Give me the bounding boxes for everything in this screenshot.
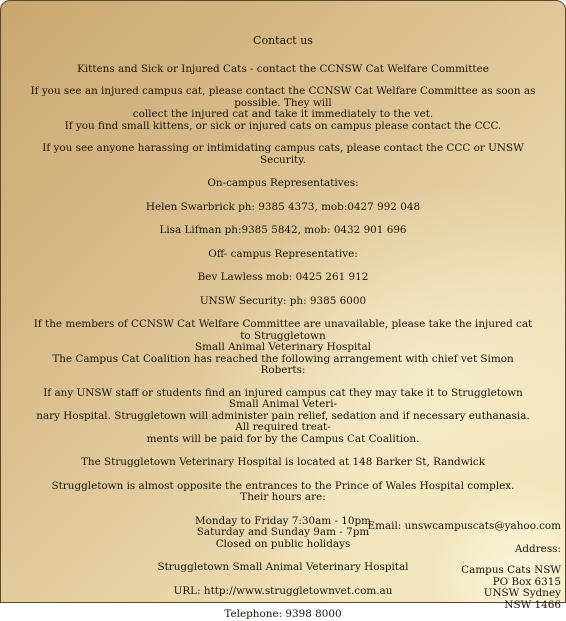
staff-text-2: nary Hospital. Struggletown will administer pain relief, sedation and if necessary euthanasia. All required treat- — [36, 409, 530, 433]
page-title: Contact us — [253, 34, 313, 47]
kittens-text: If you find small kittens, or sick or injured cats on campus please contact the CCC. — [64, 119, 502, 132]
hospital-name: Struggletown Small Animal Veterinary Hospital — [157, 561, 409, 573]
injured-text-2: collect the injured cat and take it immediately to the vet. — [132, 108, 434, 120]
address-line: NSW 1466 — [504, 598, 561, 611]
harass-text: If you see anyone harassing or intimidating campus cats, please contact the CCC or UNSW Security. — [42, 142, 524, 166]
contact-email[interactable]: Email: unswcampuscats@yahoo.com — [367, 520, 561, 532]
staff-text-3: ments will be paid for by the Campus Cat Coalition. — [146, 432, 420, 445]
offcampus-label: Off- campus Representative: — [208, 247, 358, 260]
address-line: Campus Cats NSW — [461, 564, 561, 576]
injured-text-1: If you see an injured campus cat, please contact the CCNSW Cat Welfare Committee as soon as possible. They will — [30, 85, 536, 109]
oncampus-label: On-campus Representatives: — [207, 177, 359, 189]
rep-lisa: Lisa Lifman ph:9385 5842, mob: 0432 901 696 — [159, 224, 407, 236]
location-text: The Struggletown Veterinary Hospital is located at 148 Barker St, Randwick — [80, 456, 486, 468]
unavailable-text-2: Small Animal Veterinary Hospital — [195, 341, 371, 353]
address-label: Address: — [514, 543, 561, 555]
staff-text-1: If any UNSW staff or students find an injured campus cat they may take it to Struggletown Small Animal Veteri- — [43, 386, 523, 410]
hours-holidays: Closed on public holidays — [215, 537, 351, 550]
intro-text: Kittens and Sick or Injured Cats - contact the CCNSW Cat Welfare Committee — [77, 62, 489, 75]
hospital-phone: Telephone: 9398 8000 — [224, 608, 342, 620]
rep-bev: Bev Lawless mob: 0425 261 912 — [197, 271, 369, 283]
security-phone: UNSW Security: ph: 9385 6000 — [199, 294, 367, 307]
address-line: PO Box 6315 — [492, 575, 561, 588]
opposite-text: Struggletown is almost opposite the entrances to the Prince of Wales Hospital complex. — [51, 479, 515, 492]
unavailable-text-1: If the members of CCNSW Cat Welfare Committee are unavailable, please take the injured cat to Struggletown — [33, 318, 533, 342]
hours-weekend: Saturday and Sunday 9am - 7pm — [196, 526, 370, 538]
hours-weekday: Monday to Friday 7:30am - 10pm — [194, 514, 372, 527]
main-content — [29, 35, 537, 621]
hours-label: Their hours are: — [240, 491, 326, 503]
hospital-url-link[interactable]: URL: http://www.struggletownvet.com.au — [173, 584, 393, 597]
address-line: UNSW Sydney — [483, 587, 561, 599]
rep-helen: Helen Swarbrick ph: 9385 4373, mob:0427 992 048 — [145, 200, 421, 213]
postal-address — [461, 565, 561, 611]
arrangement-text: The Campus Cat Coalition has reached the following arrangement with chief vet Simon Roberts: — [52, 352, 514, 376]
